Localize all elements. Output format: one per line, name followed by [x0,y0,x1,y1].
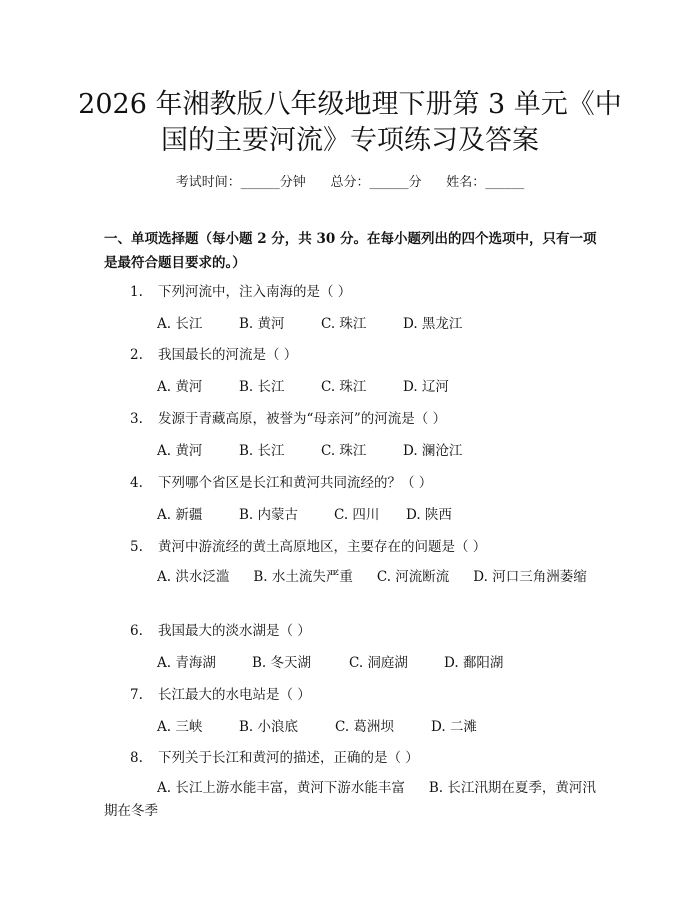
question-number: 1. [130,284,143,300]
question-stem: 下列河流中，注入南海的是（ ） [158,284,352,300]
option-a: A. 黄河 [157,379,203,395]
question-number: 5. [130,539,143,555]
question-8-options [104,777,596,823]
option-b: B. 水土流失严重 [253,569,353,585]
option-b: B. 小浪底 [239,719,299,735]
option-b: B. 冬天湖 [252,655,312,671]
question-stem: 我国最长的河流是（ ） [158,347,298,363]
document-title-line1: 2026 年湘教版八年级地理下册第 3 单元《中 [78,89,622,120]
option-d: D. 黑龙江 [403,316,463,332]
question-stem: 黄河中游流经的黄土高原地区，主要存在的问题是（ ） [158,539,487,555]
option-d: D. 鄱阳湖 [444,655,504,671]
question-number: 4. [130,475,143,491]
question-6-options [157,653,503,673]
option-a: A. 黄河 [157,443,203,459]
section-heading-line1: 一、单项选择题（每小题 2 分，共 30 分。在每小题列出的四个选项中，只有一项 [104,231,597,247]
option-a: A. 三峡 [157,719,203,735]
question-stem: 长江最大的水电站是（ ） [158,687,311,703]
option-a: A. 长江 [157,316,203,332]
option-a: A. 青海湖 [157,655,216,671]
question-5-options [104,566,596,589]
question-2-options [157,377,449,397]
question-number: 3. [130,411,143,427]
question-stem: 下列关于长江和黄河的描述，正确的是（ ） [158,750,419,766]
option-c: C. 珠江 [321,443,367,459]
document-title-line2: 国的主要河流》专项练习及答案 [161,125,539,156]
option-c: C. 葛洲坝 [335,719,394,735]
option-d: D. 辽河 [403,379,449,395]
exam-info-line: 考试时间：______分钟 总分：______分 姓名：______ [175,175,525,190]
question-1-options [157,314,462,334]
option-c: C. 珠江 [321,316,367,332]
question-stem: 下列哪个省区是长江和黄河共同流经的？（ ） [158,475,433,491]
question-stem: 发源于青藏高原，被誉为“母亲河”的河流是（ ） [158,411,447,427]
question-7-options [157,717,477,737]
question-3-options [157,441,462,461]
question-stem: 我国最大的淡水湖是（ ） [158,623,311,639]
question-number: 2. [130,347,143,363]
option-b: B. 长江 [239,379,285,395]
option-a: A. 洪水泛滥 [157,569,230,585]
option-a: A. 长江上游水能丰富，黄河下游水能丰富 [157,780,405,796]
option-d: D. 二滩 [431,719,477,735]
option-c: C. 珠江 [321,379,367,395]
option-a: A. 新疆 [157,507,203,523]
question-4-options [157,505,452,525]
question-number: 7. [130,687,143,703]
option-d: D. 陕西 [406,507,452,523]
option-c: C. 四川 [334,507,380,523]
question-number: 6. [130,623,143,639]
option-b: B. 黄河 [239,316,285,332]
option-d: D. 澜沧江 [403,443,463,459]
question-number: 8. [130,750,143,766]
option-c: C. 洞庭湖 [349,655,408,671]
option-c: C. 河流断流 [376,569,450,585]
section-heading-line2: 是最符合题目要求的。） [104,255,246,271]
option-b: B. 内蒙古 [239,507,299,523]
option-b: B. 长江汛期在夏季，黄河汛期在冬季 [104,780,596,819]
option-b: B. 长江 [239,443,285,459]
option-d: D. 河口三角洲萎缩 [473,569,587,585]
